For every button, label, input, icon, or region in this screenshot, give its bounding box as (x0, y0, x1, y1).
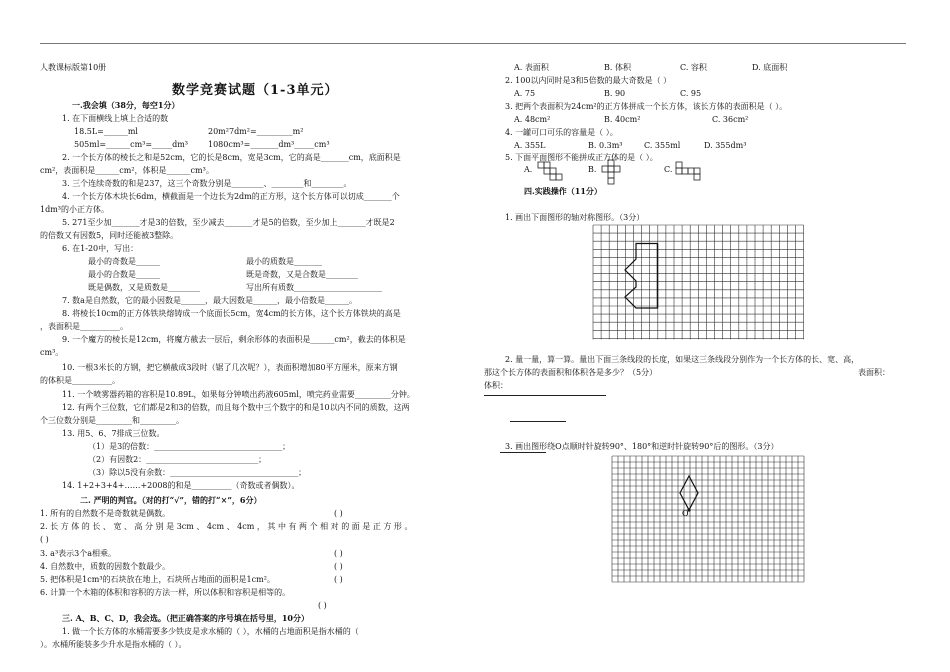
s1-q5a: 5. 271至少加_______才是3的倍数，至少减去_______才是5的倍数，至少加上_______才既是2 (62, 218, 395, 227)
s2-q3: 3. a³表示3个a相乘。 (40, 549, 117, 558)
s3-q5-opt-a[interactable]: A. (524, 165, 533, 174)
s3-q2-opt-a[interactable]: A. 75 (514, 89, 536, 98)
s1-q9b: cm³。 (40, 348, 64, 357)
s1-q1: 1. 在下面横线上填上合适的数 (62, 114, 169, 123)
page-title: 数学竞赛试题（1-3单元） (172, 83, 339, 98)
s1-q1a: 18.5L=______ml (74, 127, 138, 136)
segment-3 (500, 452, 546, 453)
net-figure-a (538, 162, 574, 184)
s4-q3: 3. 画出图形绕O点顺时针旋转90°、180°和逆时针旋转90°后的图形。（3分） (505, 442, 779, 451)
s3-q4: 4. 一罐可口可乐的容量是（ ）。 (505, 128, 618, 137)
s1-q2b: cm²，表面积是______cm²，体积是______cm³。 (40, 166, 214, 175)
s1-q4a: 4. 一个长方体木块长6dm，横截面是一个边长为2dm的正方形，这个长方体可以切成_______个 (62, 192, 400, 201)
s3-q4-opt-a[interactable]: A. 355L (514, 141, 546, 150)
s1-q11: 11. 一个喷雾器药箱的容积是10.89L，如果每分钟喷出药液605ml，喷完药业需要_________分钟。 (62, 390, 415, 399)
s1-q10a: 10. 一根3米长的方钢，把它横截成3段时（锯了几次呢？），表面积增加80平方厘米，原来方钢 (62, 363, 398, 372)
s1-q6f: 写出所有质数______________________ (246, 283, 382, 292)
s3-q5-opt-c[interactable]: C. (664, 165, 673, 174)
segment-2 (510, 421, 566, 422)
s3-q3: 3. 把两个表面积为24cm²的正方体拼成一个长方体，该长方体的表面积是（ ）。 (505, 102, 788, 111)
s1-q8a: 8. 将棱长10cm的正方体铁块熔铸成一个底面长5cm，宽4cm的长方体，这个长方体铁块的高是 (62, 309, 401, 318)
s1-q14: 14. 1+2+3+4+……+2008的和是__________（奇数或者偶数）。 (62, 481, 300, 490)
s4-q2c: 表面积： (858, 368, 890, 377)
edition-label: 人教课标版第10册 (40, 63, 107, 72)
s3-q4-opt-c[interactable]: C. 355ml (644, 141, 681, 150)
s2-q1: 1. 所有的自然数不是奇数就是偶数。 (40, 509, 171, 518)
s3-q4-opt-b[interactable]: B. 0.3m³ (588, 141, 623, 150)
s2-q2-mark[interactable]: ( ) (40, 535, 49, 544)
rotation-shape (680, 476, 698, 510)
s1-q13c: （3）除以5没有余数：________________________________； (88, 468, 307, 477)
s3-q5-opt-b[interactable]: B. (588, 165, 597, 174)
s3-q3-opt-b[interactable]: B. 40cm² (604, 115, 641, 124)
s1-q6: 6. 在1-20中，写出： (62, 244, 139, 253)
s1-q12a: 12. 有两个三位数，它们都是2和3的倍数，而且每个数中三个数字的和是10以内不同的质数，这两 (62, 403, 410, 412)
s1-q1b: 20m²7dm²=_________m² (208, 127, 304, 136)
s4-q2d: 体积： (484, 381, 508, 390)
s2-q6-mark[interactable]: ( ) (318, 601, 327, 610)
s3-q3-opt-a[interactable]: A. 48cm² (514, 115, 551, 124)
s1-q7: 7. 数a是自然数，它的最小因数是______，最大因数是______，最小倍数是______。 (62, 296, 357, 305)
s1-q6a: 最小的奇数是______ (88, 257, 160, 266)
symmetry-grid[interactable] (593, 225, 805, 341)
s3-q1-opt-a[interactable]: A. 表面积 (514, 63, 549, 72)
s1-q10b: 的体积是__________。 (40, 376, 120, 385)
s2-q4-mark[interactable]: ( ) (334, 562, 343, 571)
s1-q6b: 最小的质数是_______ (246, 257, 322, 266)
s1-q3: 3. 三个连续奇数的和是237，这三个奇数分别是________、________和________。 (62, 179, 352, 188)
s2-q5: 5. 把体积是1cm³的石块放在地上，石块所占地面的面积是1cm²。 (40, 575, 275, 584)
s2-q5-mark[interactable]: ( ) (334, 575, 343, 584)
s1-q6e: 既是偶数，又是质数是________ (88, 283, 200, 292)
s1-q13: 13. 用5、6、7排成三位数。 (62, 429, 165, 438)
s3-q2: 2. 100以内同时是3和5倍数的最大奇数是（ ） (505, 76, 672, 85)
s1-q4b: 1dm³的小正方体。 (40, 205, 110, 214)
s1-q6c: 最小的合数是______ (88, 270, 160, 279)
s1-q13a: （1）是3的倍数：________________________________； (88, 442, 291, 451)
s1-q2a: 2. 一个长方体的棱长之和是52cm，它的长是8cm，宽是3cm，它的高是_______cm，底面积是 (62, 153, 401, 162)
header-rule (40, 43, 906, 44)
s2-q1-mark[interactable]: ( ) (334, 509, 343, 518)
s3-q2-opt-c[interactable]: C. 95 (680, 89, 702, 98)
s1-q9a: 9. 一个魔方的棱长是12cm，将魔方截去一层后，剩余形体的表面积是______cm²，截去的体积是 (62, 335, 406, 344)
s3-q2-opt-b[interactable]: B. 90 (604, 89, 626, 98)
s4-q2a: 2. 量一量，算一算。量出下面三条线段的长度，如果这三条线段分别作为一个长方体的长、宽、高， (505, 355, 860, 364)
s2-q4: 4. 自然数中，质数的因数个数最少。 (40, 562, 171, 571)
s3-q4-opt-d[interactable]: D. 355dm³ (704, 141, 747, 150)
s1-q5b: 的倍数又有因数5，同时还能被3整除。 (40, 231, 179, 240)
s3-q1-opt-b[interactable]: B. 体积 (604, 63, 631, 72)
s3-q1-opt-d[interactable]: D. 底面积 (752, 63, 788, 72)
symmetry-shape (625, 244, 658, 309)
s1-q12b: 个三位数分别是_________和_________。 (40, 416, 184, 425)
s2-q3-mark[interactable]: ( ) (334, 549, 343, 558)
s3-q1a: 1. 做一个长方体的水桶需要多少铁皮是求水桶的（ ），水桶的占地面积是指水桶的（ (62, 627, 359, 636)
section-2-heading: 二. 严明的判官。（对的打“√”，错的打“×”，6分） (80, 495, 262, 505)
s4-q1: 1. 画出下面图形的轴对称图形。（3分） (505, 213, 645, 222)
s2-q2a: 2. 长 方 体 的 长 、 宽 、 高 分 别 是 3cm 、 4cm 、 4cm ， 其 中 有 两 个 相 对 的 面 是 正 方 形 。 (40, 522, 413, 531)
s3-q1-opt-c[interactable]: C. 容积 (680, 63, 707, 72)
section-3-heading: 三. A、B、C、D，我会选。（把正确答案的序号填在括号里，10分） (62, 613, 309, 623)
s1-q1c: 505ml=______cm³=_____dm³ (74, 140, 189, 149)
s3-q5: 5. 下面平面图形不能拼成正方体的是（ ）。 (505, 153, 658, 162)
s3-q1b: ）。水桶所能装多少升水是指水桶的（ ）。 (40, 640, 187, 649)
s3-q3-opt-c[interactable]: C. 36cm² (712, 115, 749, 124)
rotation-grid[interactable] (612, 456, 806, 584)
s1-q1d: 1080cm³=_______dm³_____cm³ (208, 140, 330, 149)
s2-q6: 6. 计算一个木箱的体积和容积的方法一样，所以体积和容积是相等的。 (40, 588, 291, 597)
section-4-heading: 四.实践操作（11分） (524, 186, 602, 196)
s1-q13b: （2）有因数2：____________________________； (88, 455, 267, 464)
s1-q6d: 既是奇数，又是合数是________ (246, 270, 358, 279)
section-1-heading: 一.我会填（38分，每空1分） (72, 100, 180, 110)
net-figure-c (676, 162, 716, 184)
s1-q8b: ，表面积是__________。 (40, 322, 128, 331)
rotation-point-label: O (682, 509, 689, 518)
segment-1 (484, 395, 606, 396)
s4-q2b: 那这个长方体的表面积和体积各是多少？（5分） (484, 368, 658, 377)
net-figure-b (602, 160, 638, 186)
